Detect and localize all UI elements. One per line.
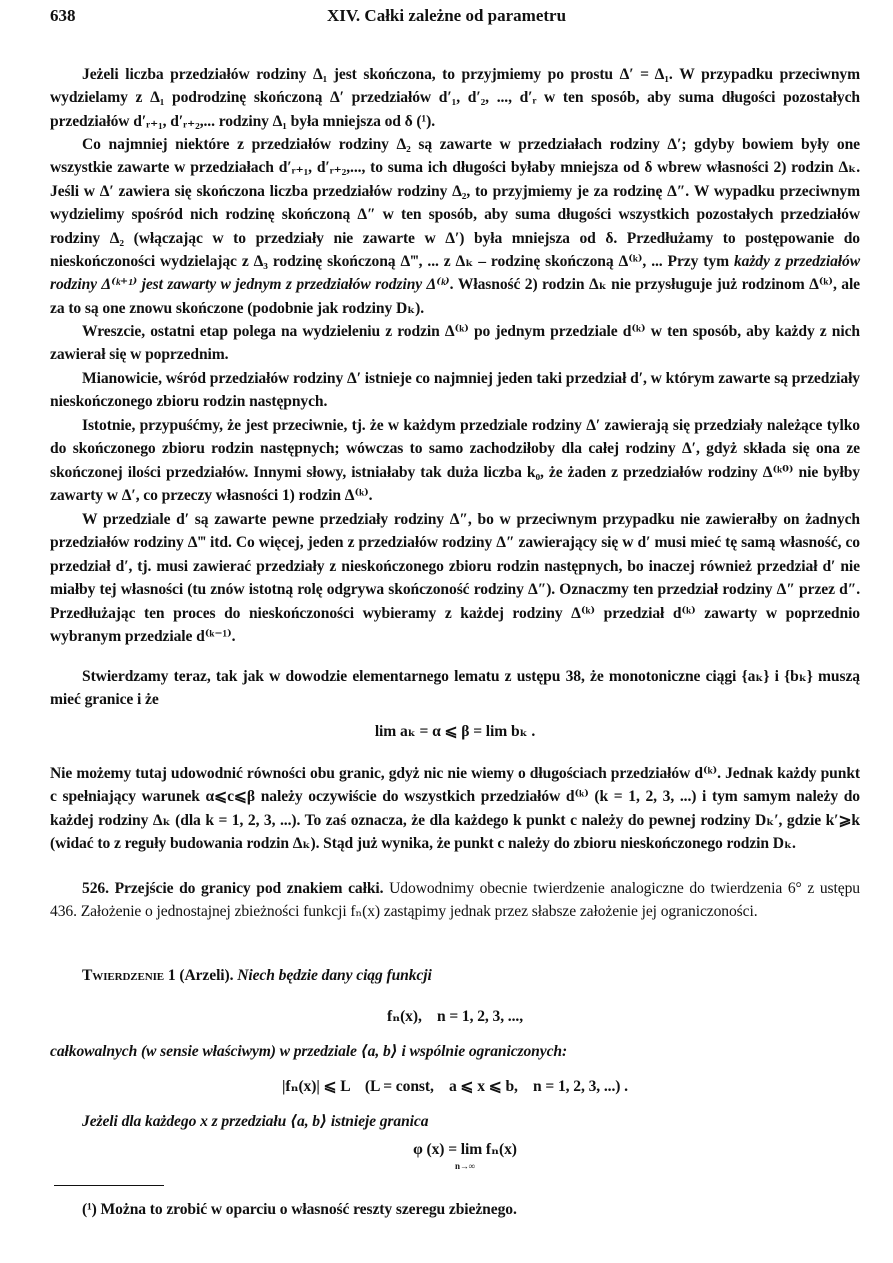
theorem-limit-intro-text: Jeżeli dla każdego x z przedziału ⟨a, b⟩ istnieje granica <box>82 1113 429 1130</box>
page-number: 638 <box>50 6 76 25</box>
paragraph-2-text-b: . Własność 2) rodzin Δₖ nie przysługuje już rodzinom Δ⁽ᵏ⁾, ale za to są one znowu skończone (podobnie jak rodziny Dₖ). <box>50 276 860 317</box>
paragraph-4: Mianowicie, wśród przedziałów rodziny Δ′ istnieje co najmniej jeden taki przedział d′, w którym zawarte są przedziały nieskończonego zbioru rodzin następnych. <box>50 370 860 411</box>
paragraph-2-text-a: Co najmniej niektóre z przedziałów rodziny Δ₂ są zawarte w przedziałach rodziny Δ′; gdyby bowiem były one wszystkie zawarte w przedziałach d′ᵣ₊₁, d′ᵣ₊₂,..., to suma ich długości byłaby mniejsza od δ wbrew własności 2) rodzin Δₖ. Jeśli w Δ′ zawiera się skończona liczba przedziałów rodziny Δ₂, to przyjmiemy je za rodzinę Δ″. W wypadku przeciwnym wydzielimy spośród nich rodzinę skończoną Δ″ w ten sposób, aby suma długości wszystkich pozostałych przedziałów rodziny Δ₂ (włączając w to przedziały nie zawarte w Δ′) była mniejsza od δ. Przedłużamy to postępowanie do nieskończoności wydzielając z Δ₃ rodzinę skończoną Δ‴, ... z Δₖ – rodzinę skończoną Δ⁽ᵏ⁾, ... Przy tym <box>50 136 860 271</box>
equation-limit-subscript: n→∞ <box>454 1161 476 1172</box>
paragraph-1: Jeżeli liczba przedziałów rodziny Δ₁ jest skończona, to przyjmiemy po prostu Δ′ = Δ₁. W przypadku przeciwnym wydzielamy z Δ₁ podrodzinę skończoną Δ′ przedziałów d′₁, d′₂, ..., d′ᵣ w ten sposób, aby suma długości pozostałych przedziałów d′ᵣ₊₁, d′ᵣ₊₂,... rodziny Δ₁ była mniejsza od δ (¹). <box>50 66 860 130</box>
theorem-intro: Niech będzie dany ciąg funkcji <box>237 967 432 984</box>
paragraph-3: Wreszcie, ostatni etap polega na wydzieleniu z rodzin Δ⁽ᵏ⁾ po jednym przedziale d⁽ᵏ⁾ w ten sposób, aby każdy z nich zawierał się w poprzednim. <box>50 323 860 364</box>
footnote-rule <box>54 1185 164 1186</box>
equation-bound: |fₙ(x)| ⩽ L (L = const, a ⩽ x ⩽ b, n = 1, 2, 3, ...) . <box>282 1078 628 1095</box>
section-text: Udowodnimy obecnie twierdzenie analogiczne do twierdzenia 6° z ustępu 436. Założenie o jednostajnej zbieżności funkcji fₙ(x) zastąpimy jednak przez słabsze założenie jej ograniczoności. <box>50 880 860 921</box>
section-526 <box>50 877 860 924</box>
theorem-limit-intro <box>50 1110 860 1133</box>
paragraph-2 <box>50 133 860 320</box>
paragraph-7: Stwierdzamy teraz, tak jak w dowodzie elementarnego lematu z ustępu 38, że monotoniczne ciągi {aₖ} i {bₖ} muszą mieć granice i że <box>50 668 860 709</box>
equation-sequence: fₙ(x), n = 1, 2, 3, ..., <box>387 1008 523 1025</box>
theorem-statement <box>50 964 860 987</box>
paragraph-8: Nie możemy tutaj udowodnić równości obu granic, gdyż nic nie wiemy o długościach przedziałów d⁽ᵏ⁾. Jednak każdy punkt c spełniający warunek α⩽c⩽β należy oczywiście do wszystkich przedziałów d⁽ᵏ⁾ (k = 1, 2, 3, ...) i tym samym należy do każdej rodziny Δₖ (dla k = 1, 2, 3, ...). To zaś oznacza, że dla każdego k punkt c należy do pewnej rodziny Dₖ′, gdzie k′⩾k (widać to z reguły budowania rodzin Δₖ). Stąd już wynika, że punkt c należy do zbioru nieskończonego rodzin Dₖ. <box>50 765 860 853</box>
equation-limits: lim aₖ = α ⩽ β = lim bₖ . <box>374 723 536 740</box>
equation-limit-text: φ (x) = lim fₙ(x) <box>413 1141 517 1158</box>
footnote: (¹) Można to zrobić w oparciu o własność reszty szeregu zbieżnego. <box>82 1201 517 1218</box>
theorem-condition <box>50 1040 860 1063</box>
equation-limit <box>60 1138 870 1179</box>
paragraph-2-italic: każdy z przedziałów rodziny Δ⁽ᵏ⁺¹⁾ jest zawarty w jednym z przedziałów rodziny Δ⁽ᵏ⁾ <box>50 253 860 294</box>
paragraph-5: Istotnie, przypuśćmy, że jest przeciwnie, tj. że w każdym przedziale rodziny Δ′ zawierają się przedziały należące tylko do skończonego zbioru rodzin następnych; wówczas to samo zachodziłoby dla całej rodziny Δ′, gdyż składa się ona ze skończonej ilości przedziałów. Innymi słowy, istniałaby tak duża liczba k₀, że żaden z przedziałów rodziny Δ⁽ᵏ⁰⁾ nie byłby zawarty w Δ′, co przeczy własności 1) rodzin Δ⁽ᵏ⁾. <box>50 417 860 505</box>
theorem-condition-text: całkowalnych (w sensie właściwym) w przedziale ⟨a, b⟩ i wspólnie ograniczonych: <box>50 1043 568 1060</box>
theorem-label: Twierdzenie 1 <box>82 967 176 984</box>
section-heading: 526. Przejście do granicy pod znakiem całki. <box>82 880 384 897</box>
running-title: XIV. Całki zależne od parametru <box>326 6 567 25</box>
paragraph-6: W przedziale d′ są zawarte pewne przedziały rodziny Δ″, bo w przeciwnym przypadku nie zawierałby on żadnych przedziałów rodziny Δ‴ itd. Co więcej, jeden z przedziałów rodziny Δ″ zawierający się w d′ musi mieć tę samą własność, co przedział d′, tj. musi zawierać przedziały z nieskończonego zbioru rodzin następnych, bo inaczej również przedział d′ nie miałby tej własności (tu znów istotną rolę odgrywa skończoność rodziny Δ″). Oznaczmy ten przedział rodziny Δ″ przez d″. Przedłużając ten proces do nieskończoności wybieramy z każdej rodziny Δ⁽ᵏ⁾ przedział d⁽ᵏ⁾ zawarty w poprzednio wybranym przedziale d⁽ᵏ⁻¹⁾. <box>50 511 860 646</box>
theorem-author: (Arzeli). <box>175 967 238 984</box>
